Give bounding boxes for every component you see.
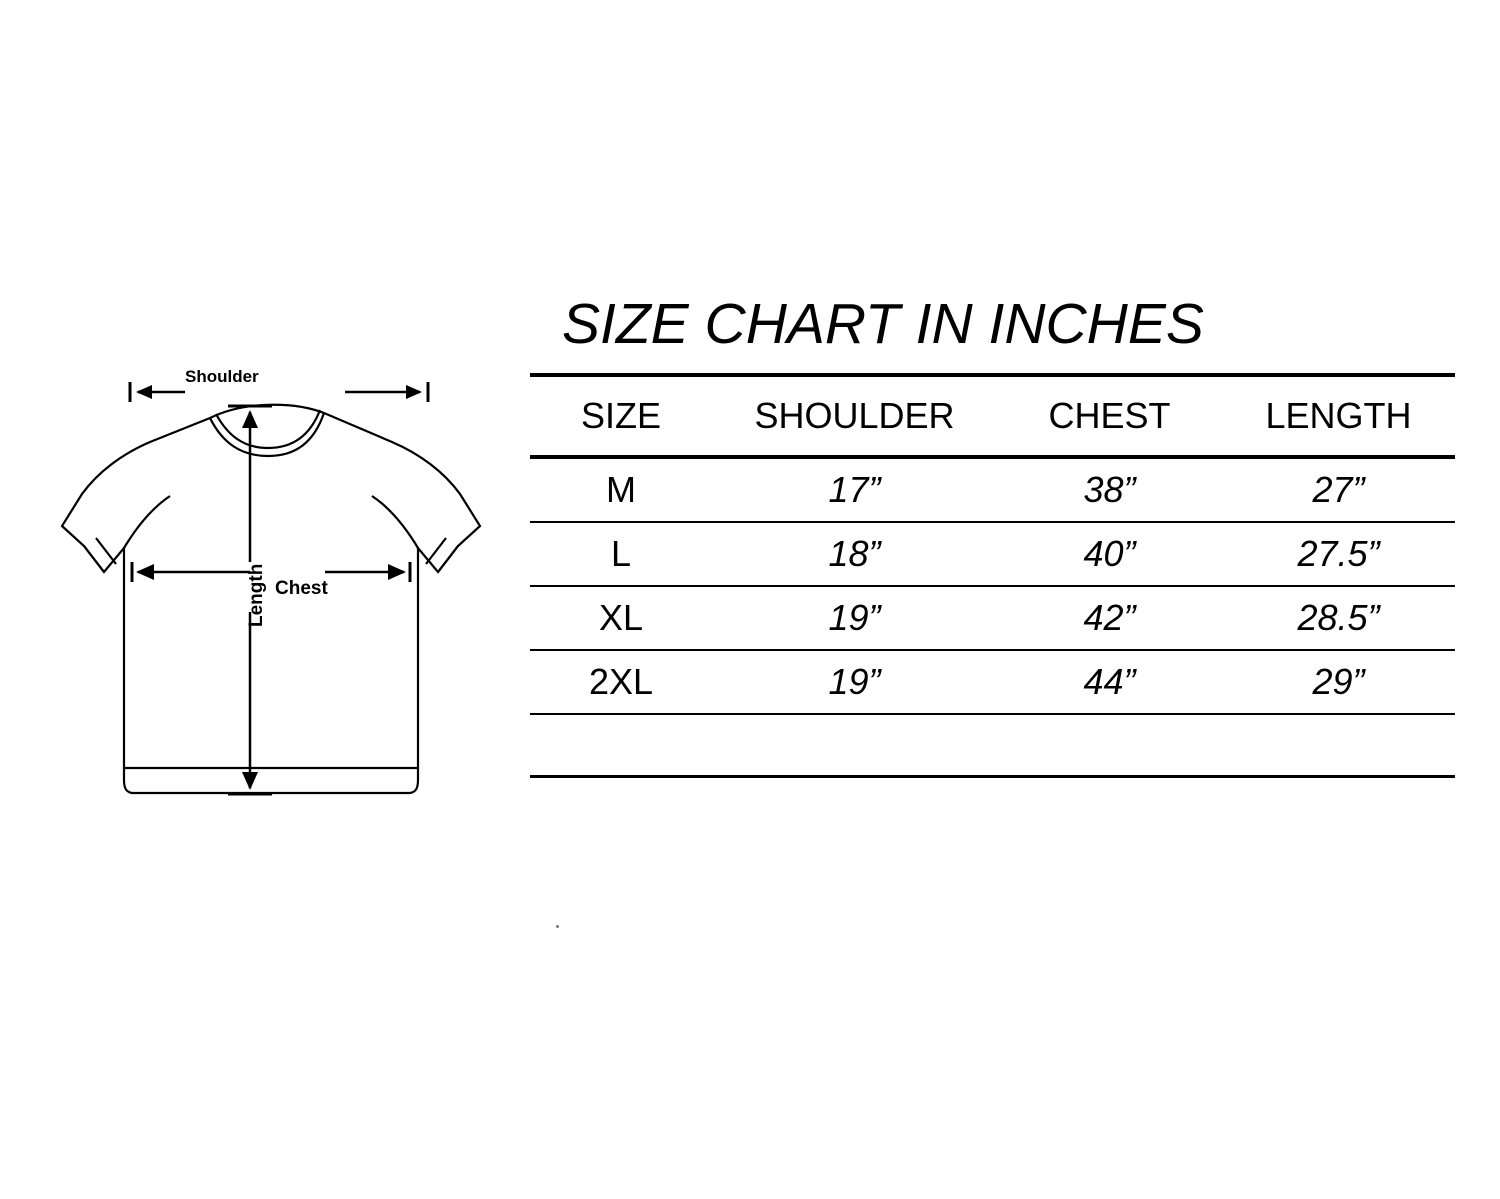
tshirt-measurement-diagram xyxy=(40,350,510,850)
cell-length: 29” xyxy=(1222,650,1455,714)
cell-shoulder: 19” xyxy=(712,586,997,650)
size-chart-table xyxy=(530,373,1455,778)
column-header-shoulder: SHOULDER xyxy=(712,377,997,457)
cell-shoulder: 18” xyxy=(712,522,997,586)
cell-size: M xyxy=(530,457,712,522)
cell-length: 27” xyxy=(1222,457,1455,522)
table-row xyxy=(530,457,1455,522)
table-row xyxy=(530,650,1455,714)
tshirt-svg xyxy=(40,350,510,850)
cell-length: 27.5” xyxy=(1222,522,1455,586)
shoulder-measure-line xyxy=(130,382,428,402)
cell-shoulder: 19” xyxy=(712,650,997,714)
cell-size: L xyxy=(530,522,712,586)
table-row xyxy=(530,586,1455,650)
table-bottom-rule xyxy=(530,714,1455,777)
column-header-length: LENGTH xyxy=(1222,377,1455,457)
table-row xyxy=(530,522,1455,586)
stray-dot xyxy=(556,925,559,928)
cell-chest: 40” xyxy=(997,522,1222,586)
chart-title: SIZE CHART IN INCHES xyxy=(562,292,1204,356)
cell-size: 2XL xyxy=(530,650,712,714)
column-header-size: SIZE xyxy=(530,377,712,457)
cell-size: XL xyxy=(530,586,712,650)
size-chart-panel xyxy=(530,292,1455,778)
table-header-row xyxy=(530,377,1455,457)
shirt-outline xyxy=(62,405,480,793)
cell-chest: 44” xyxy=(997,650,1222,714)
shoulder-label: Shoulder xyxy=(185,367,259,386)
chest-label: Chest xyxy=(275,578,328,599)
cell-chest: 42” xyxy=(997,586,1222,650)
cell-length: 28.5” xyxy=(1222,586,1455,650)
cell-shoulder: 17” xyxy=(712,457,997,522)
cell-chest: 38” xyxy=(997,457,1222,522)
length-label: Length xyxy=(246,563,267,627)
chest-measure-line xyxy=(132,562,410,582)
column-header-chest: CHEST xyxy=(997,377,1222,457)
